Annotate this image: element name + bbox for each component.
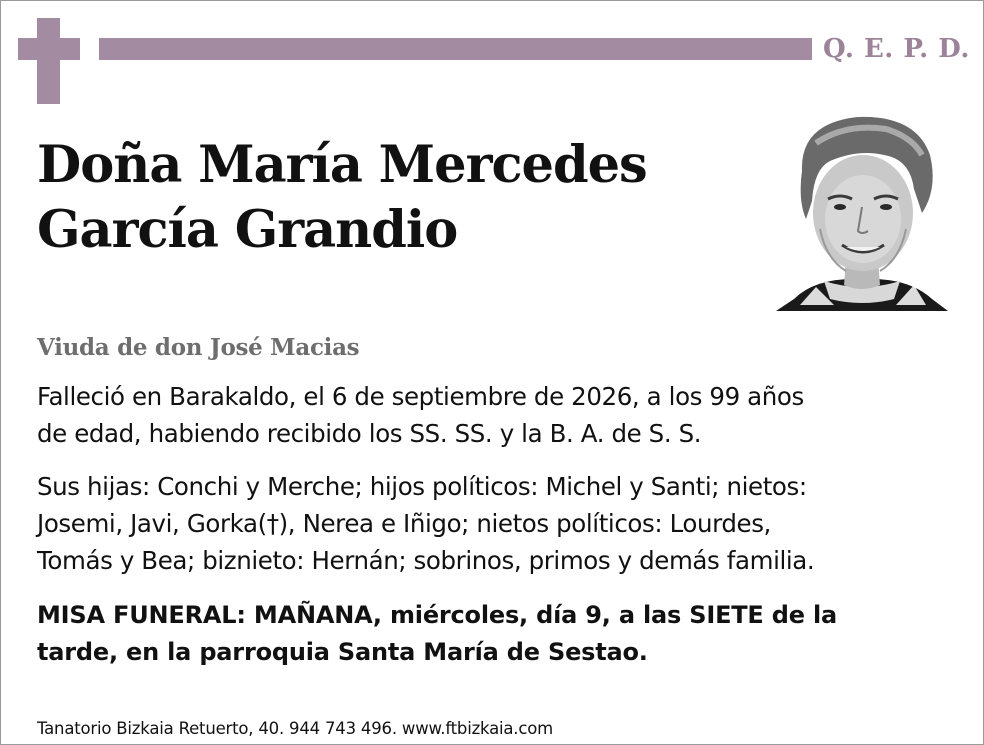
deceased-name	[37, 133, 782, 263]
family-list	[37, 468, 937, 579]
cross-icon-bar	[18, 38, 80, 60]
deceased-name-line2: García Grandio	[37, 200, 458, 260]
deceased-name-line1: Doña María Mercedes	[37, 135, 647, 195]
qepd-label: Q. E. P. D.	[823, 34, 970, 64]
funeral-line1: MISA FUNERAL: MAÑANA, miércoles, día 9, a las SIETE de la	[37, 601, 838, 629]
funeral-home-footer: Tanatorio Bizkaia Retuerto, 40. 944 743 496. www.ftbizkaia.com	[37, 719, 553, 738]
family-line3: Tomás y Bea; biznieto: Hernán; sobrinos, primos y demás familia.	[37, 546, 815, 575]
death-announcement	[37, 378, 937, 452]
cross-icon	[37, 18, 60, 104]
death-line2: de edad, habiendo recibido los SS. SS. y la B. A. de S. S.	[37, 419, 702, 448]
deceased-portrait	[776, 109, 948, 311]
family-line2: Josemi, Javi, Gorka(†), Nerea e Iñigo; nietos políticos: Lourdes,	[37, 509, 771, 538]
family-line1: Sus hijas: Conchi y Merche; hijos políticos: Michel y Santi; nietos:	[37, 472, 807, 501]
header-rule	[99, 38, 812, 60]
funeral-mass-details	[37, 597, 937, 671]
death-line1: Falleció en Barakaldo, el 6 de septiembre de 2026, a los 99 años	[37, 382, 804, 411]
relation-subtitle: Viuda de don José Macias	[37, 334, 360, 361]
funeral-line2: tarde, en la parroquia Santa María de Sestao.	[37, 638, 648, 666]
